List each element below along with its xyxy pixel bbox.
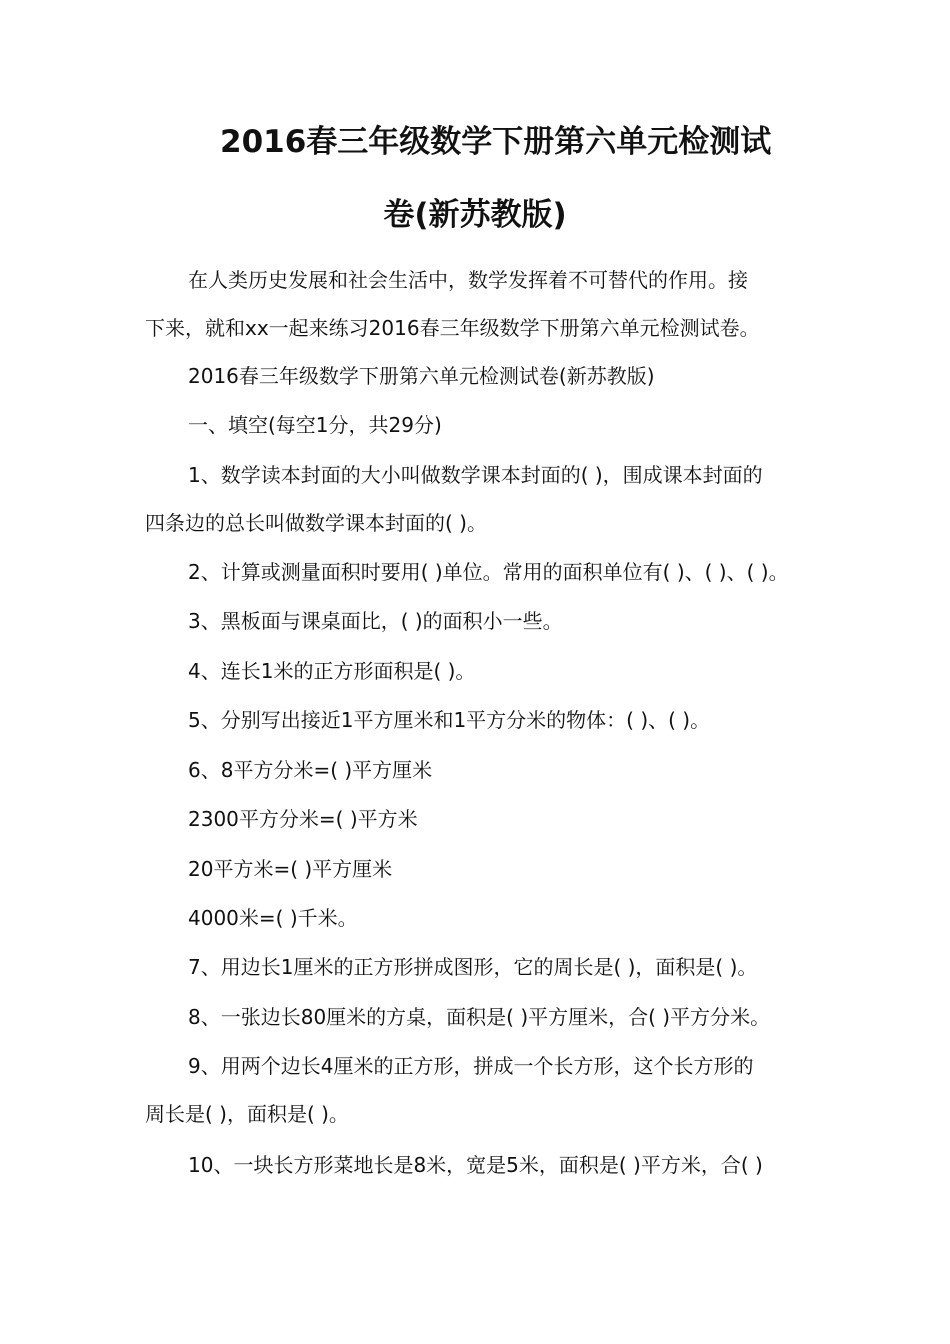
question-line: 2300平方分米=( )平方米 xyxy=(188,807,418,831)
question-line: 4、连长1米的正方形面积是( )。 xyxy=(188,659,476,683)
paragraph-line: 下来，就和xx一起来练习2016春三年级数学下册第六单元检测试卷。 xyxy=(145,316,760,340)
question-line: 4000米=( )千米。 xyxy=(188,906,358,930)
question-line: 1、数学读本封面的大小叫做数学课本封面的( )，围成课本封面的 xyxy=(188,463,763,487)
question-line: 9、用两个边长4厘米的正方形，拼成一个长方形，这个长方形的 xyxy=(188,1054,754,1078)
question-line: 8、一张边长80厘米的方桌，面积是( )平方厘米，合( )平方分米。 xyxy=(188,1005,771,1029)
question-line: 四条边的总长叫做数学课本封面的( )。 xyxy=(145,511,487,535)
question-line: 20平方米=( )平方厘米 xyxy=(188,857,393,881)
question-line: 6、8平方分米=( )平方厘米 xyxy=(188,758,433,782)
paragraph-line: 在人类历史发展和社会生活中，数学发挥着不可替代的作用。接 xyxy=(188,268,748,292)
paragraph-line: 2016春三年级数学下册第六单元检测试卷(新苏教版) xyxy=(188,364,655,388)
section-heading: 一、填空(每空1分，共29分) xyxy=(188,413,442,437)
question-line: 2、计算或测量面积时要用( )单位。常用的面积单位有( )、( )、( )。 xyxy=(188,560,789,584)
document-title-line-2: 卷(新苏教版) xyxy=(383,197,567,233)
question-line: 3、黑板面与课桌面比，( )的面积小一些。 xyxy=(188,609,563,633)
question-line: 5、分别写出接近1平方厘米和1平方分米的物体：( )、( )。 xyxy=(188,708,711,732)
document-title-line-1: 2016春三年级数学下册第六单元检测试 xyxy=(220,124,772,160)
question-line: 7、用边长1厘米的正方形拼成图形，它的周长是( )，面积是( )。 xyxy=(188,955,758,979)
question-line: 周长是( )，面积是( )。 xyxy=(145,1102,349,1126)
question-line: 10、一块长方形菜地长是8米，宽是5米，面积是( )平方米，合( ) xyxy=(188,1153,763,1177)
